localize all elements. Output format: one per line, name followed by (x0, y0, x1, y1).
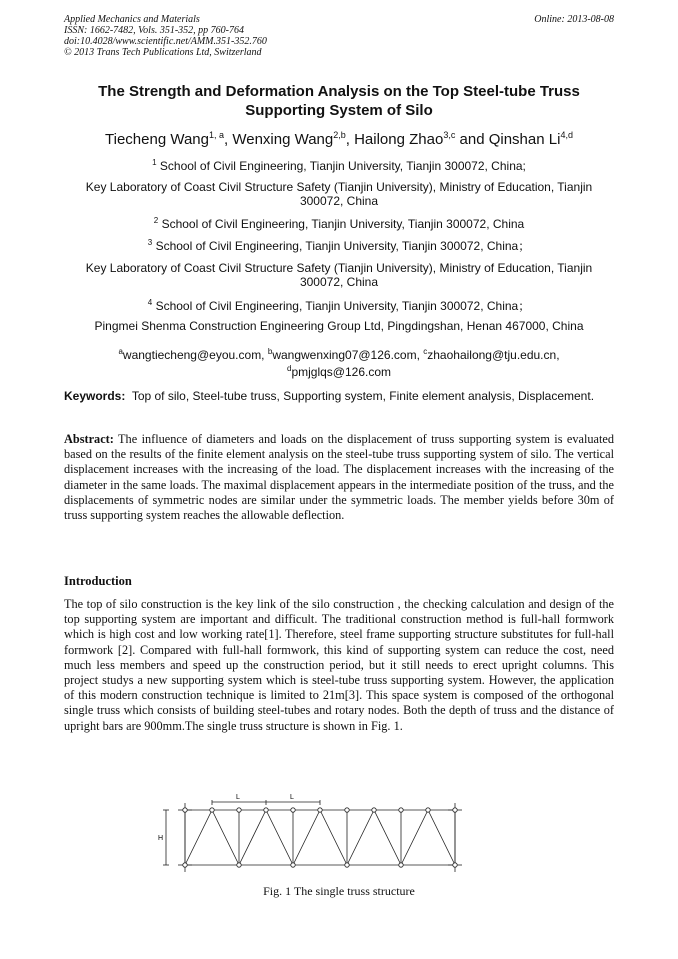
author-sep: , (224, 131, 233, 148)
truss-node (237, 863, 241, 867)
email-address: wangwenxing07@126.com, (272, 348, 424, 362)
title-line-2: Supporting System of Silo (245, 102, 433, 119)
keywords-text: Top of silo, Steel-tube truss, Supporting system, Finite element analysis, Displacement. (131, 389, 595, 403)
author-list (64, 126, 614, 149)
affiliation-4b: Pingmei Shenma Construction Engineering Group Ltd, Pingdingshan, Henan 467000, China (94, 319, 584, 333)
copyright-line: © 2013 Trans Tech Publications Ltd, Switzerland (64, 47, 262, 58)
affiliation-3 (64, 236, 614, 253)
email-sup: b (267, 347, 273, 356)
truss-diagonal (320, 810, 347, 865)
email-sup: d (286, 364, 292, 373)
dimension-label-H: H (158, 835, 164, 842)
truss-node (399, 808, 403, 812)
truss-diagonal (347, 810, 374, 865)
figure-caption: Fig. 1 The single truss structure (263, 884, 415, 898)
introduction-text: The top of silo construction is the key link of the silo construction , the checking calculation and design of the top supporting system are important and difficult. The traditional construction method is full-hall formwork which is high cost and low working rate[1]. Therefore, steel frame supporting structure substitutes for full-hall formwork [2]. Compared with full-hall formwork, this kind of supporting system can reduce the cost, need much less members and speed up the construction period, but it still needs to erect upright columns. This project studys a new supporting system which is steel-tube truss supporting system. However, the application of this modern construction technique is limited to 21m[3]. This space system is composed of the orthogonal single truss which consists of building steel-tubes and rotary nodes. Both the depth of truss and the distance of upright bars are 900mm.The single truss structure is shown in Fig. 1. (64, 597, 614, 733)
abstract-label: Abstract: (64, 432, 114, 446)
affiliation-sup: 3 (147, 238, 153, 247)
affiliation-sup: 1 (152, 158, 157, 167)
truss-node (210, 808, 214, 812)
author-sep: , (345, 131, 355, 148)
truss-diagonal (401, 810, 428, 865)
truss-diagonal (293, 810, 320, 865)
dimension-label-L1: L (236, 794, 240, 801)
truss-node (264, 808, 268, 812)
author-sup: 4,d (560, 130, 573, 140)
author-sup: 3,c (443, 130, 456, 140)
email-sup: a (118, 347, 123, 356)
journal-name: Applied Mechanics and Materials (64, 14, 200, 25)
email-address: zhaohailong@tju.edu.cn, (427, 348, 560, 362)
author-name: Wenxing Wang (232, 131, 334, 148)
truss-node (183, 808, 187, 812)
affiliation-1 (64, 156, 614, 173)
truss-node (372, 808, 376, 812)
affiliation-sup: 2 (153, 216, 159, 225)
affiliation-3b: Key Laboratory of Coast Civil Structure Safety (Tianjin University), Ministry of Education, Tianjin 300072, China (85, 261, 593, 289)
journal-header (64, 14, 267, 58)
section-heading-introduction: Introduction (64, 574, 132, 588)
truss-node (453, 808, 457, 812)
truss-diagonal (185, 810, 212, 865)
email-sup: c (423, 347, 428, 356)
issn-line: ISSN: 1662-7482, Vols. 351-352, pp 760-764 (64, 25, 244, 36)
truss-diagonal (212, 810, 239, 865)
affiliation-4 (64, 296, 614, 313)
doi-line: doi:10.4028/www.scientific.net/AMM.351-352.760 (64, 36, 267, 47)
affiliation-sup: 4 (147, 298, 153, 307)
affiliation-text: School of Civil Engineering, Tianjin University, Tianjin 300072, China; (156, 159, 526, 173)
truss-figure (150, 794, 480, 880)
keywords (64, 389, 624, 403)
affiliation-text: School of Civil Engineering, Tianjin University, Tianjin 300072, China (158, 217, 525, 231)
email-list (64, 345, 614, 379)
abstract (64, 432, 614, 523)
author-name: Qinshan Li (488, 131, 561, 148)
author-name: Tiecheng Wang (105, 131, 209, 148)
truss-diagonal (266, 810, 293, 865)
truss-node (345, 863, 349, 867)
affiliation-1b: Key Laboratory of Coast Civil Structure Safety (Tianjin University), Ministry of Education, Tianjin 300072, China (85, 180, 593, 208)
email-address: wangtiecheng@eyou.com, (122, 348, 268, 362)
paper-title (64, 82, 614, 120)
truss-node (426, 808, 430, 812)
author-sep: and (455, 131, 489, 148)
truss-node (345, 808, 349, 812)
truss-node (318, 808, 322, 812)
truss-node (183, 863, 187, 867)
keywords-label: Keywords: (64, 389, 126, 403)
author-sup: 1, a (208, 130, 224, 140)
author-sup: 2,b (333, 130, 346, 140)
truss-diagonal (239, 810, 266, 865)
truss-node (237, 808, 241, 812)
affiliation-2 (64, 214, 614, 231)
truss-diagonal (374, 810, 401, 865)
truss-node (399, 863, 403, 867)
affiliation-text: School of Civil Engineering, Tianjin University, Tianjin 300072, China； (152, 299, 531, 313)
truss-node (291, 808, 295, 812)
online-date: Online: 2013-08-08 (534, 14, 614, 25)
title-line-1: The Strength and Deformation Analysis on the Top Steel-tube Truss (98, 83, 580, 100)
truss-diagonal (428, 810, 455, 865)
author-name: Hailong Zhao (354, 131, 444, 148)
abstract-text: The influence of diameters and loads on the displacement of truss supporting system is evaluated based on the results of the finite element analysis on the steel-tube truss supporting system of silo. The vertical displacement increases with the increasing of the load. The displacement increases with the increasing of the diameter in the same loads. The maximal displacement appears in the intermediate position of the truss, and the displacements of symmetric nodes are similar under the symmetric loads. The member yields before 30m of truss supporting system reaches the allowable deflection. (64, 432, 615, 523)
email-address: pmjglqs@126.com (291, 365, 391, 379)
affiliation-text: School of Civil Engineering, Tianjin University, Tianjin 300072, China； (152, 239, 531, 253)
dimension-label-L2: L (290, 794, 294, 801)
truss-node (453, 863, 457, 867)
truss-node (291, 863, 295, 867)
